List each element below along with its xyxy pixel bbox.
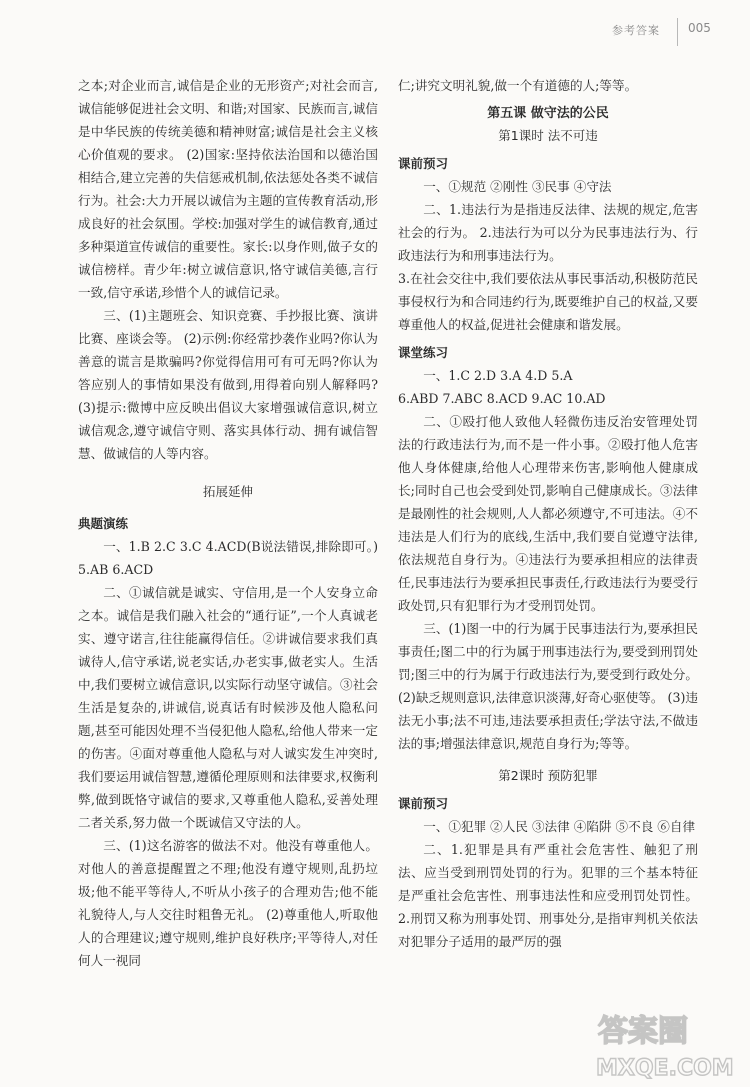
right-paragraph: 二、①殴打他人致他人轻微伤违反治安管理处罚法的行政违法行为,而不是一件小事。②殴打他人危害他人身体健康,给他人心理带来伤害,影响他人健康成长;同时自己也会受到处罚,影响自己健康成长。③法律是最刚性的社会规则,人人都必须遵守,不可违法。④不违法是人们行为的底线,生活中,我们要自觉遵守法律,依法规范自身行为。④违法行为要承担相应的法律责任,民事违法行为要承担民事责任,行政违法行为要受行政处罚,只有犯罪行为才受刑罚处罚。 (398, 414, 698, 613)
right-paragraph: 二、1.犯罪是具有严重社会危害性、触犯了刑法、应当受到刑罚处罚的行为。犯罪的三个基本特征是严重社会危害性、刑事违法性和应受刑罚处罚性。 2.刑罚又称为刑事处罚、刑事处分,是指审判机关依法对犯罪分子适用的最严厉的强 (398, 842, 698, 949)
page-header (0, 18, 750, 48)
left-paragraph: 之本;对企业而言,诚信是企业的无形资产;对社会而言,诚信能够促进社会文明、和谐;对国家、民族而言,诚信是中华民族的传统美德和精神财富;诚信是社会主义核心价值观的要求。 (2)国家:坚持依法治国和以德治国相结合,建立完善的失信惩戒机制,依法惩处各类不诚信行为。社会:大力开展以诚信为主题的宣传教育活动,形成良好的社会氛围。学校:加强对学生的诚信教育,通过多种渠道宣传诚信的重要性。家长:以身作则,做子女的诚信榜样。青少年:树立诚信意识,恪守诚信美德,言行一致,信守承诺,珍惜个人的诚信记录。 (78, 78, 378, 300)
right-paragraph: 6.ABD 7.ABC 8.ACD 9.AC 10.AD (398, 391, 606, 406)
left-paragraph: 一、1.B 2.C 3.C 4.ACD(B说法错误,排除即可。) 5.AB 6.ACD (78, 539, 378, 577)
right-paragraph: 一、1.C 2.D 3.A 4.D 5.A (423, 368, 573, 383)
watermark-text-line2: MXQE.COM (596, 1056, 734, 1081)
right-paragraph: 3.在社会交往中,我们要依法从事民事活动,积极防范民事侵权行为和合同违约行为,既要维护自己的权益,又要尊重他人的权益,促进社会健康和谐发展。 (398, 271, 698, 332)
classroom-heading: 课堂练习 (398, 345, 449, 360)
page-number: 005 (688, 21, 711, 35)
right-paragraph: 三、(1)图一中的行为属于民事违法行为,要承担民事责任;图二中的行为属于刑事违法行为,要受到刑罚处罚;图三中的行为属于行政违法行为,要受到行政处分。 (2)缺乏规则意识,法律意识淡薄,好奇心驱使等。 (3)违法无小事;法不可违,违法要承担责任;学法守法,不做违法的事;增强法律意识,规范自身行为;等等。 (398, 621, 698, 751)
watermark-text-line1: 答案圈 (598, 1014, 688, 1049)
preview-heading: 课前预习 (398, 156, 449, 171)
right-paragraph: 一、①规范 ②刚性 ③民事 ④守法 (423, 179, 612, 194)
extension-heading: 拓展延伸 (202, 484, 253, 499)
watermark-logo (592, 1005, 742, 1081)
lesson-subtitle: 第1课时 法不可违 (498, 128, 598, 143)
left-paragraph: 三、(1)主题班会、知识竞赛、手抄报比赛、演讲比赛、座谈会等。 (2)示例:你经常抄袭作业吗?你认为善意的谎言是欺骗吗?你觉得信用可有可无吗?你认为答应别人的事情如果没有做到,用得着向别人解释吗? (3)提示:微博中应反映出倡议大家增强诚信意识,树立诚信观念,遵守诚信守则、落实具体行动、拥有诚信智慧、做诚信的人等内容。 (78, 308, 378, 461)
left-paragraph: 三、(1)这名游客的做法不对。他没有尊重他人。对他人的善意提醒置之不理;他没有遵守规则,乱扔垃圾;他不能平等待人,不听从小孩子的合理劝告;他不能礼貌待人,与人交往时粗鲁无礼。 (2)尊重他人,听取他人的合理建议;遵守规则,维护良好秩序;平等待人,对任何人一视同 (78, 838, 378, 968)
header-divider (677, 18, 678, 46)
left-paragraph: 二、①诚信就是诚实、守信用,是一个人安身立命之本。诚信是我们融入社会的“通行证”,一个人真诚老实、遵守诺言,往往能赢得信任。②讲诚信要求我们真诚待人,信守承诺,说老实话,办老实事,做老实人。生活中,我们要树立诚信意识,以实际行动坚守诚信。③社会生活是复杂的,讲诚信,说真话有时候涉及他人隐私问题,甚至可能因处理不当侵犯他人隐私,给他人带来一定的伤害。④面对尊重他人隐私与对人诚实发生冲突时,我们要运用诚信智慧,遵循伦理原则和法律要求,权衡利弊,做到既恪守诚信的要求,又尊重他人隐私,妥善处理二者关系,努力做一个既诚信又守法的人。 (78, 585, 378, 830)
right-column (398, 74, 698, 953)
right-paragraph: 一、①犯罪 ②人民 ③法律 ④陷阱 ⑤不良 ⑥自律 (423, 819, 696, 834)
header-label: 参考答案 (612, 24, 660, 37)
lesson-subtitle: 第2课时 预防犯罪 (498, 768, 598, 783)
left-column (78, 74, 378, 972)
right-intro: 仁;讲究文明礼貌,做一个有道德的人;等等。 (398, 78, 638, 93)
preview-heading: 课前预习 (398, 796, 449, 811)
lesson-title: 第五课 做守法的公民 (487, 106, 609, 121)
practice-heading: 典题演练 (78, 516, 129, 531)
right-paragraph: 二、1.违法行为是指违反法律、法规的规定,危害社会的行为。 2.违法行为可以分为民事违法行为、行政违法行为和刑事违法行为。 (398, 202, 698, 263)
